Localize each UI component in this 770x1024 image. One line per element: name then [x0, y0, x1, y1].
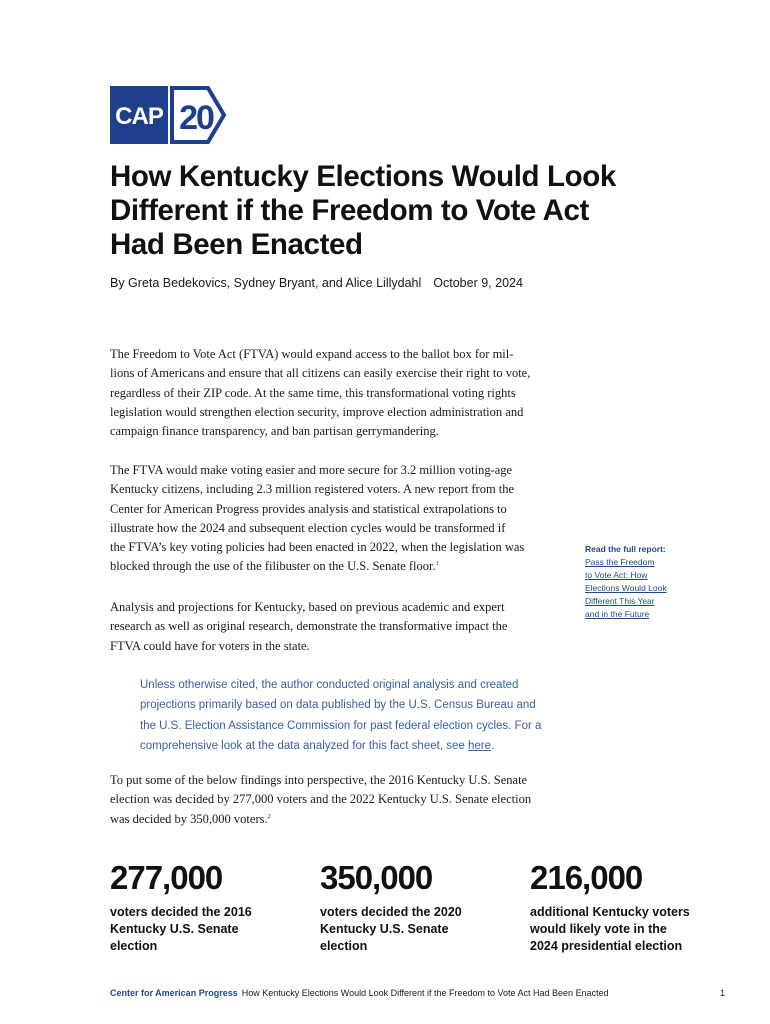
stat-description — [530, 904, 720, 955]
paragraph-line — [110, 557, 570, 576]
stat-number: 216,000 — [530, 859, 643, 896]
paragraph-line: To put some of the below findings into perspective, the 2016 Kentucky U.S. Senate — [110, 773, 528, 787]
full-report-link-line[interactable]: and in the Future — [585, 609, 650, 619]
paragraph-line: illustrate how the 2024 and subsequent election cycles would be transformed if — [110, 520, 506, 535]
page-title — [110, 160, 670, 262]
footnote-marker-1[interactable]: 1 — [435, 561, 439, 568]
stat-number: 350,000 — [320, 859, 433, 896]
full-report-link[interactable] — [585, 556, 695, 621]
byline-authors: By Greta Bedekovics, Sydney Bryant, and Alice Lillydahl — [110, 276, 422, 290]
stat-number: 277,000 — [110, 859, 223, 896]
full-report-link-line[interactable]: to Vote Act: How — [585, 570, 648, 580]
paragraph-line: the FTVA’s key voting policies had been enacted in 2022, when the legislation was — [110, 540, 525, 555]
sidebar-heading: Read the full report: — [585, 544, 666, 554]
paragraph-line: election was decided by 277,000 voters and the 2022 Kentucky U.S. Senate election — [110, 792, 532, 807]
paragraph-line — [110, 810, 570, 829]
stat-description-line: voters decided the 2020 — [320, 905, 462, 919]
paragraph-line: The FTVA would make voting easier and more secure for 3.2 million voting-age — [110, 463, 513, 477]
title-line: Different if the Freedom to Vote Act — [110, 194, 589, 227]
page-footer — [110, 988, 725, 1002]
paragraph-line: Analysis and projections for Kentucky, based on previous academic and expert — [110, 600, 505, 614]
stat-description-line: election — [320, 939, 368, 953]
byline — [110, 276, 523, 290]
paragraph-line: FTVA could have for voters in the state. — [110, 638, 310, 653]
stat-description-line: Kentucky U.S. Senate — [110, 922, 239, 936]
full-report-link-line[interactable]: Different This Year — [585, 596, 655, 606]
stat-block — [320, 858, 510, 955]
footnote-marker-2[interactable]: 2 — [267, 813, 271, 820]
stat-block — [110, 858, 300, 955]
note-line — [140, 736, 570, 756]
paragraph-line: lions of Americans and ensure that all citizens can easily exercise their right to vote, — [110, 366, 531, 381]
paragraph-line: legislation would strengthen election security, improve election administration and — [110, 404, 524, 419]
full-report-link-line[interactable]: Elections Would Look — [585, 583, 667, 593]
stat-description-line: additional Kentucky voters — [530, 905, 690, 919]
note-line: Unless otherwise cited, the author conducted original analysis and created — [140, 679, 519, 691]
sidebar-full-report — [585, 543, 695, 621]
paragraph-line: The Freedom to Vote Act (FTVA) would expand access to the ballot box for mil- — [110, 347, 514, 361]
note-line: projections primarily based on data published by the U.S. Census Bureau and — [140, 699, 536, 712]
note-line: the U.S. Election Assistance Commission for past federal election cycles. For a — [140, 719, 542, 732]
page-number: 1 — [719, 988, 725, 998]
body-paragraph-2 — [110, 461, 570, 577]
note-line-text: comprehensive look at the data analyzed for this fact sheet, see — [140, 739, 468, 752]
body-paragraph-4 — [110, 771, 570, 829]
logo-left-text: CAP — [115, 103, 163, 130]
stat-description-line: election — [110, 939, 158, 953]
cap20-logo-icon — [110, 86, 228, 144]
stat-description-line: voters decided the 2016 — [110, 905, 252, 919]
paragraph-line: research as well as original research, demonstrate the transformative impact the — [110, 619, 508, 634]
body-paragraph-1 — [110, 345, 570, 441]
title-line: Had Been Enacted — [110, 228, 363, 261]
paragraph-line: campaign finance transparency, and ban partisan gerrymandering. — [110, 424, 439, 439]
footer-title: How Kentucky Elections Would Look Different if the Freedom to Vote Act Had Been Enacted — [241, 988, 609, 998]
stat-description — [320, 904, 510, 955]
cap20-logo — [110, 86, 228, 144]
methodology-note — [140, 675, 570, 756]
paragraph-line: Kentucky citizens, including 2.3 million registered voters. A new report from the — [110, 482, 515, 497]
stat-description — [110, 904, 300, 955]
logo-right-text: 20 — [179, 99, 213, 137]
paragraph-line: regardless of their ZIP code. At the same time, this transformational voting rights — [110, 385, 516, 400]
note-line-suffix: . — [490, 739, 495, 752]
title-line: How Kentucky Elections Would Look — [110, 160, 616, 193]
stat-block — [530, 858, 720, 955]
footer-org: Center for American Progress — [110, 988, 238, 998]
stat-description-line: would likely vote in the — [530, 922, 667, 936]
full-report-link-line[interactable]: Pass the Freedom — [585, 557, 655, 567]
body-paragraph-3 — [110, 598, 570, 656]
paragraph-line-text: was decided by 350,000 voters. — [110, 811, 268, 826]
stat-description-line: Kentucky U.S. Senate — [320, 922, 449, 936]
paragraph-line-text: blocked through the use of the filibuster on the U.S. Senate floor. — [110, 559, 436, 574]
data-link[interactable]: here — [467, 739, 491, 752]
byline-date: October 9, 2024 — [433, 276, 523, 290]
paragraph-line: Center for American Progress provides analysis and statistical extrapolations to — [110, 501, 507, 516]
stat-description-line: 2024 presidential election — [530, 939, 683, 953]
